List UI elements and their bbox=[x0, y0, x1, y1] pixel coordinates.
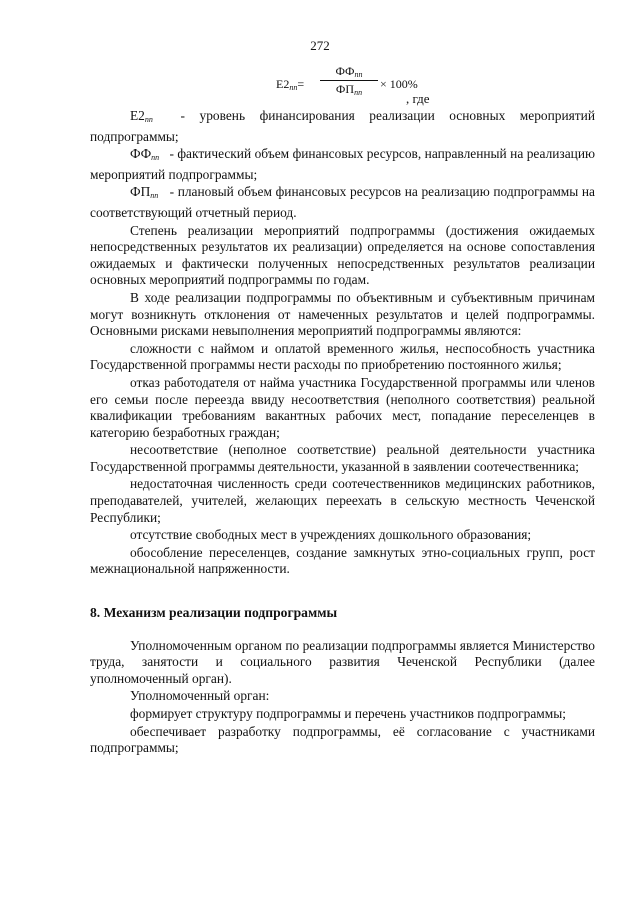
risk-item: обособление переселенцев, создание замкнутых этно-социальных групп, рост межнациональной напряженности. bbox=[90, 544, 595, 577]
paragraph: обеспечивает разработку подпрограммы, её согласование с участниками подпрограммы; bbox=[90, 723, 595, 756]
formula-lhs-sub: пп bbox=[289, 83, 298, 92]
definition-text: - фактический объем финансовых ресурсов, направленный на реализацию мероприятий подпрограммы; bbox=[90, 146, 595, 182]
risk-item: недостаточная численность среди соотечественников медицинских работников, преподавателей, учителей, желающих переехать в сельскую местность Чеченской Республики; bbox=[90, 476, 595, 525]
formula-numerator-symbol: ФФ bbox=[335, 64, 355, 78]
paragraph: Уполномоченный орган: bbox=[130, 688, 270, 704]
definition-paragraph bbox=[90, 184, 595, 221]
risk-item: несоответствие (неполное соответствие) реальной деятельности участника Государственной программы деятельности, указанной в заявлении соотечественника; bbox=[90, 442, 595, 474]
formula-denominator bbox=[320, 81, 378, 97]
definition-symbol bbox=[130, 184, 166, 205]
formula-lhs-symbol: Е2 bbox=[276, 77, 290, 91]
risk-item: отсутствие свободных мест в учреждениях дошкольного образования; bbox=[130, 527, 532, 543]
formula-numerator-sub: пп bbox=[354, 70, 363, 79]
symbol-sub: пп bbox=[151, 153, 160, 163]
formula-lhs bbox=[276, 77, 304, 92]
formula-numerator bbox=[320, 64, 378, 81]
symbol-text: ФП bbox=[130, 184, 151, 200]
symbol-text: Е2 bbox=[130, 108, 145, 123]
definition-text: - уровень финансирования реализации основных мероприятий подпрограммы; bbox=[90, 108, 595, 144]
symbol-sub: пп bbox=[144, 115, 153, 124]
section-heading: 8. Механизм реализации подпрограммы bbox=[90, 605, 338, 621]
definition-symbol bbox=[130, 146, 166, 167]
formula-denominator-symbol: ФП bbox=[335, 82, 355, 96]
paragraph: Уполномоченным органом по реализации подпрограммы является Министерство труда, занятости и социального развития Чеченской Республики (далее уполномоченный орган). bbox=[90, 637, 595, 686]
symbol-text: ФФ bbox=[130, 146, 152, 162]
paragraph: Степень реализации мероприятий подпрограммы (достижения ожидаемых непосредственных результатов их реализации) определяется на основе сопоставления ожидаемых и фактически полученных непосредственных результатов реализации основных мероприятий подпрограммы по годам. bbox=[90, 222, 595, 288]
formula-fraction bbox=[320, 64, 378, 97]
paragraph: В ходе реализации подпрограммы по объективным и субъективным причинам могут возникнуть отклонения от намеченных результатов и целей подпрограммы. Основными рисками невыполнения мероприятий подпрограммы являются: bbox=[90, 289, 595, 339]
formula-multiplier: × 100% bbox=[380, 77, 418, 91]
definition-paragraph bbox=[90, 108, 595, 145]
formula-denominator-sub: пп bbox=[354, 88, 363, 97]
definition-symbol bbox=[130, 108, 166, 129]
formula-suffix: , где bbox=[406, 91, 430, 106]
formula-equals: = bbox=[297, 77, 305, 91]
definition-paragraph bbox=[90, 146, 595, 183]
page-number: 272 bbox=[310, 38, 330, 53]
document-body bbox=[90, 108, 595, 758]
risk-item: сложности с наймом и оплатой временного жилья, неспособность участника Государственной программы нести расходы по приобретению постоянного жилья; bbox=[90, 340, 595, 373]
definition-text: - плановый объем финансовых ресурсов на реализацию подпрограммы на соответствующий отчетный период. bbox=[90, 184, 595, 220]
paragraph: формирует структуру подпрограммы и перечень участников подпрограммы; bbox=[130, 706, 566, 721]
risk-item: отказ работодателя от найма участника Государственной программы или членов его семьи после переезда ввиду несоответствия (неполного соответствия) реальной квалификации требованиям вакантных рабочих мест, попадание переселенцев в категорию безработных граждан; bbox=[90, 374, 595, 440]
symbol-sub: пп bbox=[150, 191, 159, 201]
